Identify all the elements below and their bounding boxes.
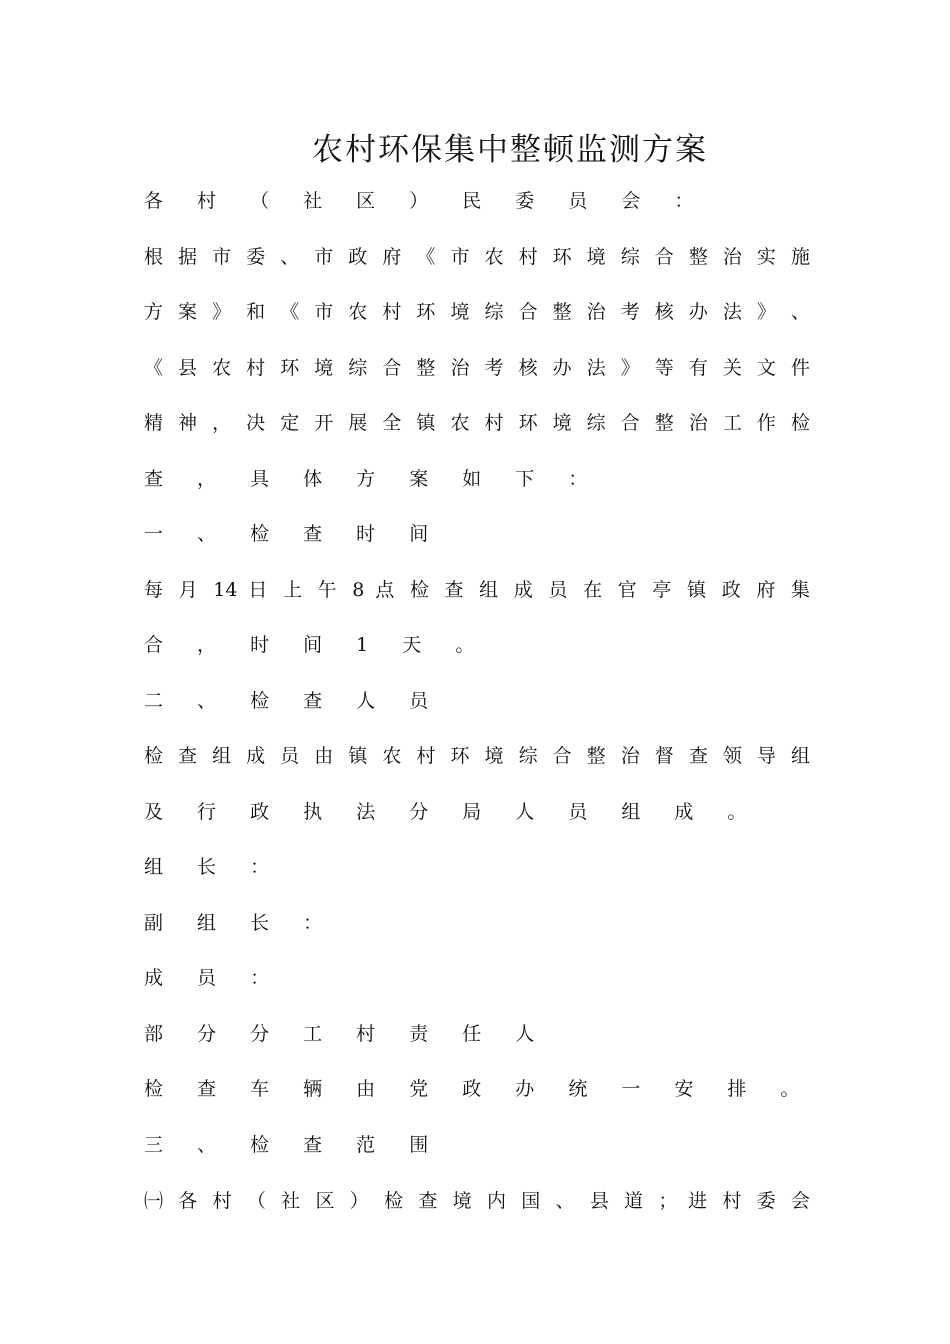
paragraph-line: 检 查 车 辆 由 党 政 办 统 一 安 排 。 bbox=[144, 1078, 814, 1100]
section-heading: 一 、 检 查 时 间 bbox=[144, 523, 443, 545]
paragraph-line: 合 ， 时 间 1 天 。 bbox=[144, 634, 489, 656]
paragraph-line: 根 据 市 委 、 市 政 府 《 市 农 村 环 境 综 合 整 治 实 施 bbox=[144, 246, 810, 268]
paragraph-line: 检 查 组 成 员 由 镇 农 村 环 境 综 合 整 治 督 查 领 导 组 bbox=[144, 745, 810, 767]
salutation-line: 各 村 （ 社 区 ） 民 委 员 会 ： bbox=[144, 190, 708, 212]
document-title: 农村环保集中整顿监测方案 bbox=[312, 132, 708, 168]
paragraph-line: 及 行 政 执 法 分 局 人 员 组 成 。 bbox=[144, 801, 761, 823]
section-heading: 二 、 检 查 人 员 bbox=[144, 690, 443, 712]
role-line: 成 员 ： bbox=[144, 967, 284, 989]
paragraph-line: 部 分 分 工 村 责 任 人 bbox=[144, 1023, 549, 1045]
role-line: 组 长 ： bbox=[144, 856, 284, 878]
role-line: 副 组 长 ： bbox=[144, 912, 337, 934]
paragraph-line: ㈠ 各 村 （ 社 区 ） 检 查 境 内 国 、 县 道 ； 进 村 委 会 bbox=[144, 1190, 810, 1212]
paragraph-line: 查 ， 具 体 方 案 如 下 ： bbox=[144, 468, 602, 490]
paragraph-line: 精 神 ， 决 定 开 展 全 镇 农 村 环 境 综 合 整 治 工 作 检 bbox=[144, 412, 810, 434]
paragraph-line: 《 县 农 村 环 境 综 合 整 治 考 核 办 法 》 等 有 关 文 件 bbox=[144, 357, 810, 379]
paragraph-line: 方 案 》 和 《 市 农 村 环 境 综 合 整 治 考 核 办 法 》 、 bbox=[144, 301, 810, 323]
paragraph-line: 每 月 14 日 上 午 8 点 检 查 组 成 员 在 官 亭 镇 政 府 集 bbox=[144, 579, 810, 601]
section-heading: 三 、 检 查 范 围 bbox=[144, 1134, 443, 1156]
